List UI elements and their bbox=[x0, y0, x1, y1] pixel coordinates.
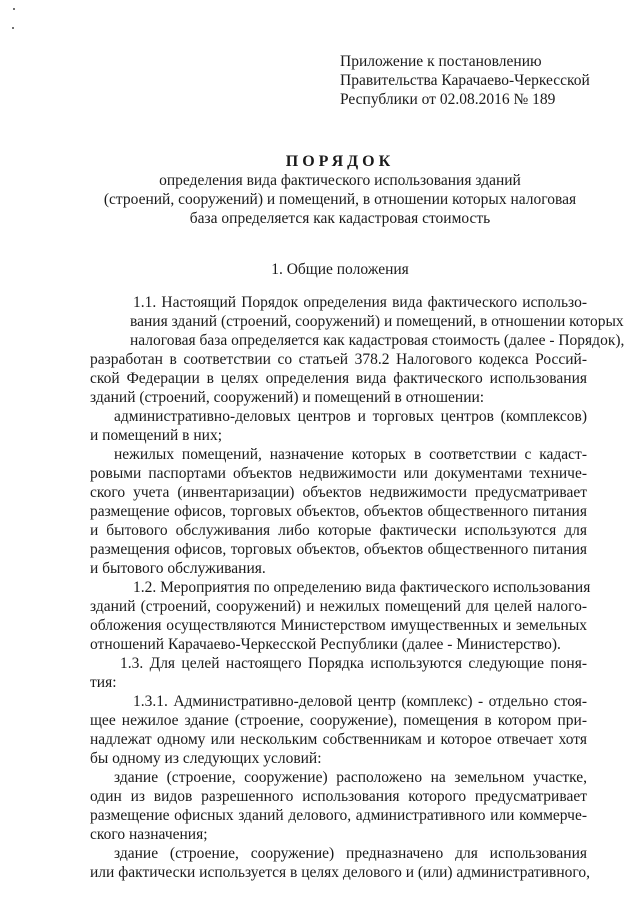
scan-speck bbox=[13, 8, 15, 10]
body-line: 1.3.1. Административно-деловой центр (комплекс) - отдельно стоя- bbox=[133, 693, 587, 710]
body-line: размещение офисных зданий делового, административного или коммерче- bbox=[90, 807, 587, 824]
body-line: 1.1. Настоящий Порядок определения вида фактического использо- bbox=[133, 294, 587, 311]
document-body bbox=[90, 293, 625, 882]
body-line: отношений Карачаево-Черкесской Республики (далее - Министерство). bbox=[90, 636, 561, 653]
body-line: зданий (строений, сооружений) и помещений в отношении: bbox=[90, 389, 485, 406]
body-line: и помещений в них; bbox=[90, 427, 223, 444]
body-line: нежилых помещений, назначение которых в соответствии с кадаст- bbox=[114, 446, 587, 463]
body-line: административно-деловых центров и торговых центров (комплексов) bbox=[114, 408, 587, 425]
body-line: ской Федерации в целях определения вида фактического использования bbox=[90, 370, 587, 387]
body-line: щее нежилое здание (строение, сооружение), помещения в котором при- bbox=[90, 712, 587, 729]
document-subtitle bbox=[90, 171, 590, 228]
body-line: зданий (строений, сооружений) и нежилых помещений для целей налого- bbox=[90, 598, 587, 615]
appendix-line: Республики от 02.08.2016 № 189 bbox=[340, 91, 556, 108]
subtitle-line: база определяется как кадастровая стоимость bbox=[189, 210, 491, 227]
body-line: один из видов разрешенного использования которого предусматривает bbox=[90, 788, 587, 805]
body-line: размещение офисов, торговых объектов, объектов общественного питания bbox=[90, 503, 587, 520]
appendix-block bbox=[340, 52, 630, 109]
body-line: разработан в соответствии со статьей 378.2 Налогового кодекса Россий- bbox=[90, 351, 587, 368]
body-line: здание (строение, сооружение) предназначено для использования bbox=[114, 845, 587, 862]
subtitle-line: определения вида фактического использования зданий bbox=[159, 172, 521, 189]
body-line: вания зданий (строений, сооружений) и помещений, в отношении которых bbox=[130, 313, 624, 330]
body-line: 1.2. Мероприятия по определению вида фактического использования bbox=[133, 579, 591, 596]
body-line: и бытового обслуживания. bbox=[90, 560, 266, 577]
scan-speck bbox=[12, 27, 14, 29]
body-line: и бытового обслуживания либо которые фактически используются для bbox=[90, 522, 587, 539]
section-heading: 1. Общие положения bbox=[271, 261, 409, 278]
body-line: налоговая база определяется как кадастровая стоимость (далее - Порядок), bbox=[130, 332, 625, 349]
body-line: здание (строение, сооружение) расположено на земельном участке, bbox=[114, 769, 587, 786]
body-line: тия: bbox=[90, 674, 117, 691]
body-line: 1.3. Для целей настоящего Порядка используются следующие поня- bbox=[120, 655, 587, 672]
body-line: обложения осуществляются Министерством имущественных и земельных bbox=[90, 617, 587, 634]
body-line: бы одному из следующих условий: bbox=[90, 750, 322, 767]
subtitle-line: (строений, сооружений) и помещений, в отношении которых налоговая bbox=[103, 191, 577, 208]
body-line: ского учета (инвентаризации) объектов недвижимости предусматривает bbox=[90, 484, 587, 501]
document-title: ПОРЯДОК bbox=[285, 153, 395, 170]
body-line: надлежат одному или нескольким собственникам и которое отвечает хотя bbox=[90, 731, 587, 748]
appendix-line: Приложение к постановлению bbox=[340, 53, 542, 70]
body-line: размещения офисов, торговых объектов, объектов общественного питания bbox=[90, 541, 587, 558]
body-line: ровыми паспортами объектов недвижимости или документами техниче- bbox=[90, 465, 587, 482]
body-line: или фактически используется в целях делового и (или) административного, bbox=[90, 864, 590, 881]
appendix-line: Правительства Карачаево-Черкесской bbox=[340, 72, 590, 89]
body-line: ского назначения; bbox=[90, 826, 208, 843]
